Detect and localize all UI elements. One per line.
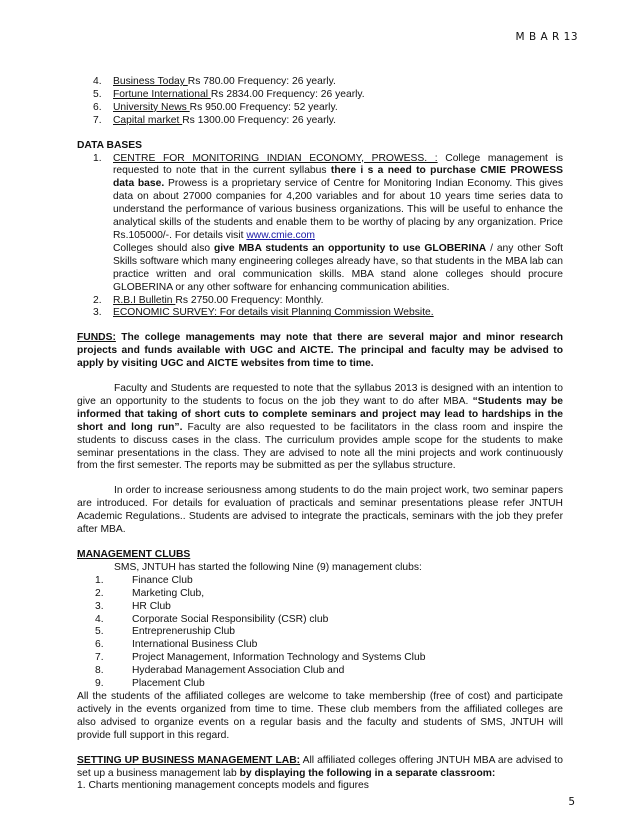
- clubs-list: [77, 575, 563, 691]
- list-item: 5. Entrepreneruship Club: [95, 626, 236, 638]
- periodicals-list: [77, 76, 563, 128]
- page-number: 5: [568, 796, 575, 808]
- rbi-item: 2. R.B.I Bulletin Rs 2750.00 Frequency: Monthly.: [93, 294, 324, 306]
- globerina-paragraph: Colleges should also give MBA students an opportunity to use GLOBERINA / any other Soft Skills software which many engineering colleges already have, so that students in the MBA lab can practice written and oral communication skills. MBA stand alone colleges should procure GLOBERINA or any other software for enhancing communication abilities.: [113, 242, 563, 293]
- cmie-link[interactable]: www.cmie.com: [246, 229, 315, 241]
- list-item: 8. Hyderabad Management Association Club and: [95, 665, 345, 677]
- list-item: 3. HR Club: [95, 600, 171, 612]
- list-item: 6. University News Rs 950.00 Frequency: 52 yearly.: [93, 101, 338, 113]
- cmie-item: 1. CENTRE FOR MONITORING INDIAN ECONOMY, PROWESS. : College management is requested to note that in the current syllabus there i s a need to purchase CMIE PROWESS data base. Prowess is a proprietary service of Centre for Monitoring Indian Economy. This gives data on about 27000 companies for 4,200 variables and for about 10 years time series data to understand the performance of various business organizations. This will be useful to enhance the analytical skills of the students and enable them to be worthy of placing by any organization. Price Rs.105000/-. For details visit www.cmie.com Colleges should also give MBA students an opportunity to use GLOBERINA / any other Soft Skills software which many engineering colleges already have, so that students in the MBA lab can practice written and oral communication skills. MBA stand alone colleges should procure GLOBERINA or any other software for enhancing communication abilities.: [93, 152, 563, 293]
- list-item: 4. Corporate Social Responsibility (CSR) club: [95, 613, 329, 625]
- list-item: 6. International Business Club: [95, 639, 258, 651]
- clubs-intro: SMS, JNTUH has started the following Nine (9) management clubs:: [114, 561, 422, 573]
- lab-paragraph: SETTING UP BUSINESS MANAGEMENT LAB: All affiliated colleges offering JNTUH MBA are advised to set up a business management lab by displaying the following in a separate classroom:: [77, 754, 563, 779]
- seminar-paragraph: In order to increase seriousness among students to do the main project work, two seminar papers are introduced. For details for evaluation of practicals and seminar presentations please refer JNTUH Academic Regulations.. Students are advised to integrate the practicals, seminars with the job they prefer after MBA.: [77, 485, 563, 536]
- lab-heading: SETTING UP BUSINESS MANAGEMENT LAB:: [77, 754, 301, 766]
- list-item: 7. Project Management, Information Technology and Systems Club: [95, 652, 426, 664]
- list-item: 9. Placement Club: [95, 678, 205, 690]
- list-item: 7. Capital market Rs 1300.00 Frequency: 26 yearly.: [93, 114, 337, 126]
- clubs-heading: MANAGEMENT CLUBS: [77, 549, 191, 560]
- list-item: 1. Finance Club: [95, 574, 193, 586]
- page-content: [77, 76, 563, 793]
- list-item: 4. Business Today Rs 780.00 Frequency: 26 yearly.: [93, 76, 336, 87]
- list-item: 5. Fortune International Rs 2834.00 Frequency: 26 yearly.: [93, 88, 365, 100]
- clubs-closing-paragraph: All the students of the affiliated colleges are welcome to take membership (free of cost) and participate actively in the events organized from time to time. These club members from the affiliated colleges are also advised to organize events on a regular basis and the faculty and students of SMS, JNTUH will provide full support in this regard.: [77, 690, 563, 741]
- syllabus-paragraph: Faculty and Students are requested to note that the syllabus 2013 is designed with an intention to give an opportunity to the students to focus on the job they want to do after MBA. “Students may be informed that taking of short cuts to complete seminars and project may lead to hardships in the short and long run”. Faculty are also requested to be facilitators in the class room and inspire the students to discuss cases in the class. The curriculum provides ample scope for the students to make seminar presentations in the class. They are advised to note all the mini projects and work continuously from the first semester. The reports may be submitted as per the syllabus structure.: [77, 383, 563, 472]
- funds-label: FUNDS:: [77, 332, 116, 344]
- list-item: 2. Marketing Club,: [95, 587, 205, 599]
- funds-paragraph: FUNDS: The college managements may note that there are several major and minor research projects and funds available with UGC and AICTE. The principal and faculty may be advised to apply by visiting UGC and AICTE websites from time to time.: [77, 332, 563, 370]
- databases-heading: DATA BASES: [77, 139, 143, 151]
- lab-item: 1. Charts mentioning management concepts models and figures: [77, 780, 369, 792]
- survey-item: 3. ECONOMIC SURVEY: For details visit Planning Commission Website.: [93, 307, 434, 319]
- cmie-title: CENTRE FOR MONITORING INDIAN ECONOMY, PROWESS. :: [113, 152, 438, 164]
- running-header: M B A R 13: [515, 31, 578, 43]
